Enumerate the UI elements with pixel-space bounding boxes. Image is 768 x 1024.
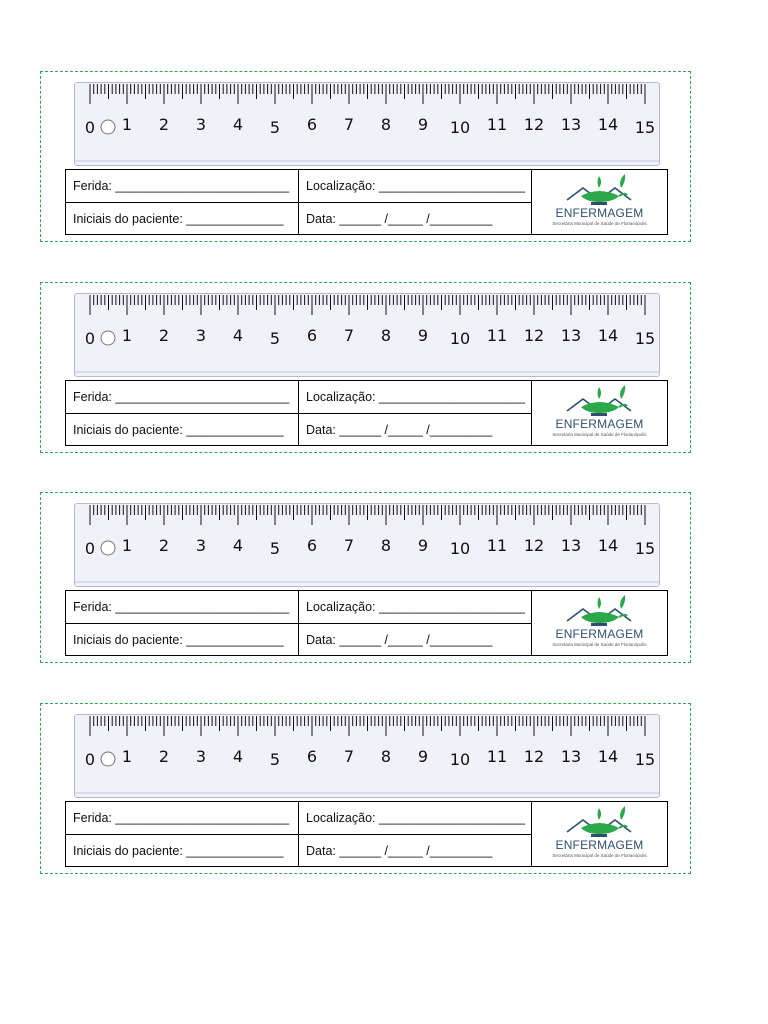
wound-field[interactable]: Ferida: _________________________ <box>66 591 299 624</box>
ruler-number: 9 <box>417 747 429 766</box>
ruler-numbers <box>75 294 660 377</box>
ruler-number: 3 <box>195 536 207 555</box>
ruler-number: 0 <box>84 329 96 348</box>
location-field[interactable]: Localização: _____________________ <box>299 802 532 835</box>
ruler-number: 2 <box>158 536 170 555</box>
enfermagem-logo <box>532 170 667 234</box>
ruler-number: 1 <box>121 326 133 345</box>
ruler-number: 10 <box>449 539 471 558</box>
date-field[interactable]: Data: ______ /_____ /_________ <box>299 414 532 445</box>
nursing-lamp-icon <box>565 174 635 206</box>
enfermagem-logo <box>532 591 667 655</box>
ruler-card-1 <box>40 71 691 242</box>
ruler-number: 8 <box>380 536 392 555</box>
ruler-number: 0 <box>84 118 96 137</box>
ruler-number: 13 <box>560 326 582 345</box>
enfermagem-logo <box>532 381 667 445</box>
ruler-number: 2 <box>158 326 170 345</box>
ruler-number: 7 <box>343 326 355 345</box>
patient-initials-field[interactable]: Iniciais do paciente: ______________ <box>66 414 299 445</box>
ruler-number: 10 <box>449 118 471 137</box>
nursing-lamp-icon <box>565 385 635 417</box>
ruler-number: 7 <box>343 747 355 766</box>
ruler-number: 0 <box>84 750 96 769</box>
ruler-number: 3 <box>195 747 207 766</box>
ruler-number: 12 <box>523 115 545 134</box>
ruler-card-4 <box>40 703 691 874</box>
ruler-number: 2 <box>158 747 170 766</box>
ruler-number: 12 <box>523 747 545 766</box>
ruler-number: 13 <box>560 536 582 555</box>
nursing-lamp-icon <box>565 806 635 838</box>
wound-field[interactable]: Ferida: _________________________ <box>66 381 299 414</box>
ruler-number: 6 <box>306 326 318 345</box>
wound-form <box>65 380 668 446</box>
patient-initials-field[interactable]: Iniciais do paciente: ______________ <box>66 624 299 655</box>
ruler-number: 9 <box>417 115 429 134</box>
ruler-number: 11 <box>486 115 508 134</box>
ruler-number: 13 <box>560 115 582 134</box>
logo-title: ENFERMAGEM <box>555 627 644 641</box>
ruler-number: 3 <box>195 115 207 134</box>
ruler-number: 14 <box>597 536 619 555</box>
ruler-number: 4 <box>232 536 244 555</box>
ruler-number: 3 <box>195 326 207 345</box>
ruler-number: 12 <box>523 326 545 345</box>
ruler-number: 15 <box>634 118 656 137</box>
ruler-card-2 <box>40 282 691 453</box>
ruler-number: 15 <box>634 329 656 348</box>
ruler-number: 5 <box>269 329 281 348</box>
ruler-number: 8 <box>380 115 392 134</box>
wound-field[interactable]: Ferida: _________________________ <box>66 170 299 203</box>
logo-subtitle: Secretaria Municipal de Saúde de Florianópolis <box>552 642 647 647</box>
ruler-number: 6 <box>306 115 318 134</box>
ruler-numbers <box>75 715 660 798</box>
ruler-number: 5 <box>269 750 281 769</box>
ruler-number: 9 <box>417 326 429 345</box>
ruler-number: 0 <box>84 539 96 558</box>
ruler-number: 15 <box>634 539 656 558</box>
logo-title: ENFERMAGEM <box>555 417 644 431</box>
ruler-number: 13 <box>560 747 582 766</box>
location-field[interactable]: Localização: _____________________ <box>299 591 532 624</box>
ruler-number: 12 <box>523 536 545 555</box>
ruler-number: 7 <box>343 536 355 555</box>
ruler-number: 6 <box>306 536 318 555</box>
ruler-number: 8 <box>380 326 392 345</box>
ruler-number: 14 <box>597 115 619 134</box>
patient-initials-field[interactable]: Iniciais do paciente: ______________ <box>66 203 299 234</box>
ruler-number: 1 <box>121 115 133 134</box>
ruler-numbers <box>75 504 660 587</box>
location-field[interactable]: Localização: _____________________ <box>299 170 532 203</box>
ruler-number: 11 <box>486 536 508 555</box>
nursing-lamp-icon <box>565 595 635 627</box>
ruler-number: 5 <box>269 118 281 137</box>
ruler-number: 14 <box>597 747 619 766</box>
ruler-number: 10 <box>449 750 471 769</box>
logo-subtitle: Secretaria Municipal de Saúde de Florianópolis <box>552 221 647 226</box>
logo-subtitle: Secretaria Municipal de Saúde de Florianópolis <box>552 853 647 858</box>
ruler-number: 9 <box>417 536 429 555</box>
ruler-number: 4 <box>232 747 244 766</box>
wound-field[interactable]: Ferida: _________________________ <box>66 802 299 835</box>
ruler-numbers <box>75 83 660 166</box>
wound-form <box>65 801 668 867</box>
measuring-ruler <box>74 503 660 587</box>
measuring-ruler <box>74 82 660 166</box>
ruler-number: 1 <box>121 747 133 766</box>
ruler-number: 5 <box>269 539 281 558</box>
location-field[interactable]: Localização: _____________________ <box>299 381 532 414</box>
logo-subtitle: Secretaria Municipal de Saúde de Florianópolis <box>552 432 647 437</box>
ruler-number: 10 <box>449 329 471 348</box>
wound-form <box>65 590 668 656</box>
ruler-card-3 <box>40 492 691 663</box>
date-field[interactable]: Data: ______ /_____ /_________ <box>299 624 532 655</box>
ruler-number: 11 <box>486 747 508 766</box>
logo-title: ENFERMAGEM <box>555 838 644 852</box>
ruler-number: 4 <box>232 115 244 134</box>
ruler-number: 15 <box>634 750 656 769</box>
ruler-number: 11 <box>486 326 508 345</box>
measuring-ruler <box>74 293 660 377</box>
measuring-ruler <box>74 714 660 798</box>
enfermagem-logo <box>532 802 667 866</box>
ruler-number: 6 <box>306 747 318 766</box>
date-field[interactable]: Data: ______ /_____ /_________ <box>299 835 532 866</box>
logo-title: ENFERMAGEM <box>555 206 644 220</box>
ruler-number: 14 <box>597 326 619 345</box>
patient-initials-field[interactable]: Iniciais do paciente: ______________ <box>66 835 299 866</box>
ruler-number: 8 <box>380 747 392 766</box>
ruler-number: 4 <box>232 326 244 345</box>
wound-form <box>65 169 668 235</box>
ruler-number: 2 <box>158 115 170 134</box>
ruler-number: 1 <box>121 536 133 555</box>
date-field[interactable]: Data: ______ /_____ /_________ <box>299 203 532 234</box>
ruler-number: 7 <box>343 115 355 134</box>
